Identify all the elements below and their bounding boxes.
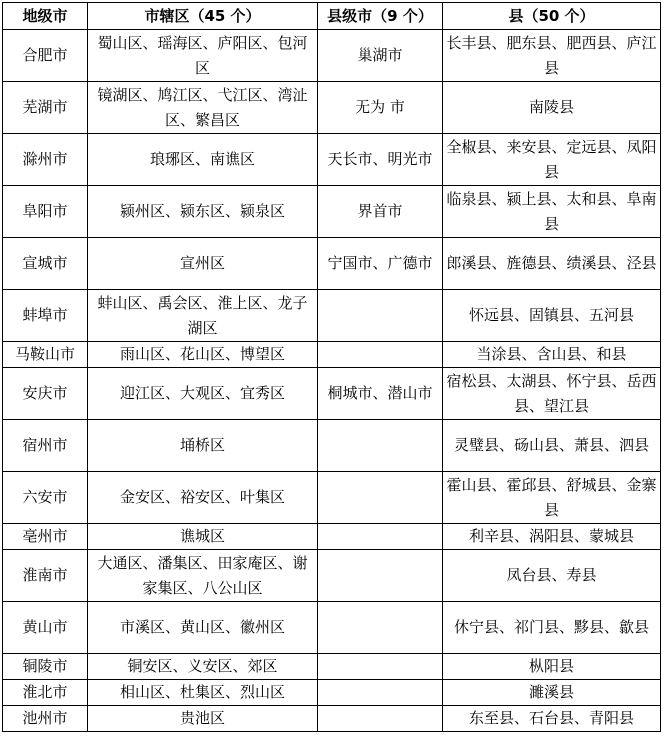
table-row <box>3 342 661 368</box>
counties-cell: 怀远县、固镇县、五河县 <box>443 290 661 342</box>
counties-cell: 东至县、石台县、青阳县 <box>443 706 661 732</box>
county-cities-cell <box>318 680 443 706</box>
county-cities-cell <box>318 420 443 472</box>
counties-cell: 灵璧县、砀山县、萧县、泗县 <box>443 420 661 472</box>
header-counties: 县（50 个） <box>443 3 661 30</box>
counties-cell: 全椒县、来安县、定远县、凤阳县 <box>443 134 661 186</box>
city-cell: 淮北市 <box>3 680 88 706</box>
districts-cell: 市溪区、黄山区、徽州区 <box>88 602 318 654</box>
county-cities-cell: 宁国市、广德市 <box>318 238 443 290</box>
counties-cell: 枞阳县 <box>443 654 661 680</box>
table-header <box>3 3 661 30</box>
county-cities-cell <box>318 290 443 342</box>
county-cities-cell <box>318 602 443 654</box>
table-row <box>3 524 661 550</box>
table-row <box>3 706 661 732</box>
districts-cell: 宣州区 <box>88 238 318 290</box>
city-cell: 亳州市 <box>3 524 88 550</box>
city-cell: 黄山市 <box>3 602 88 654</box>
city-cell: 滁州市 <box>3 134 88 186</box>
city-cell: 六安市 <box>3 472 88 524</box>
counties-cell: 长丰县、肥东县、肥西县、庐江县 <box>443 30 661 82</box>
counties-cell: 休宁县、祁门县、黟县、歙县 <box>443 602 661 654</box>
districts-cell: 埇桥区 <box>88 420 318 472</box>
districts-cell: 贵池区 <box>88 706 318 732</box>
county-cities-cell <box>318 524 443 550</box>
counties-cell: 南陵县 <box>443 82 661 134</box>
table-body <box>3 30 661 732</box>
county-cities-cell: 界首市 <box>318 186 443 238</box>
table-row <box>3 186 661 238</box>
table-row <box>3 420 661 472</box>
county-cities-cell: 无为 市 <box>318 82 443 134</box>
county-cities-cell <box>318 550 443 602</box>
table-row <box>3 290 661 342</box>
districts-cell: 相山区、杜集区、烈山区 <box>88 680 318 706</box>
county-cities-cell: 桐城市、潜山市 <box>318 368 443 420</box>
districts-cell: 蚌山区、禹会区、淮上区、龙子湖区 <box>88 290 318 342</box>
counties-cell: 濉溪县 <box>443 680 661 706</box>
city-cell: 宿州市 <box>3 420 88 472</box>
counties-cell: 宿松县、太湖县、怀宁县、岳西县、望江县 <box>443 368 661 420</box>
table-row <box>3 238 661 290</box>
table-row <box>3 30 661 82</box>
header-row <box>3 3 661 30</box>
counties-cell: 霍山县、霍邱县、舒城县、金寨县 <box>443 472 661 524</box>
city-cell: 淮南市 <box>3 550 88 602</box>
city-cell: 马鞍山市 <box>3 342 88 368</box>
districts-cell: 颍州区、颍东区、颍泉区 <box>88 186 318 238</box>
counties-cell: 郎溪县、旌德县、绩溪县、泾县 <box>443 238 661 290</box>
districts-cell: 琅琊区、南谯区 <box>88 134 318 186</box>
header-prefecture-city: 地级市 <box>3 3 88 30</box>
table-row <box>3 680 661 706</box>
header-county-level-cities: 县级市（9 个） <box>318 3 443 30</box>
counties-cell: 临泉县、颍上县、太和县、阜南县 <box>443 186 661 238</box>
county-cities-cell: 天长市、明光市 <box>318 134 443 186</box>
header-districts: 市辖区（45 个） <box>88 3 318 30</box>
districts-cell: 大通区、潘集区、田家庵区、谢家集区、八公山区 <box>88 550 318 602</box>
table-row <box>3 82 661 134</box>
districts-cell: 金安区、裕安区、叶集区 <box>88 472 318 524</box>
city-cell: 阜阳市 <box>3 186 88 238</box>
city-cell: 铜陵市 <box>3 654 88 680</box>
city-cell: 蚌埠市 <box>3 290 88 342</box>
table-row <box>3 368 661 420</box>
table-row <box>3 550 661 602</box>
table-row <box>3 602 661 654</box>
districts-cell: 谯城区 <box>88 524 318 550</box>
table-row <box>3 472 661 524</box>
county-cities-cell <box>318 706 443 732</box>
districts-cell: 蜀山区、瑶海区、庐阳区、包河区 <box>88 30 318 82</box>
division-table <box>2 2 661 732</box>
county-cities-cell <box>318 654 443 680</box>
districts-cell: 雨山区、花山区、博望区 <box>88 342 318 368</box>
table-row <box>3 134 661 186</box>
city-cell: 合肥市 <box>3 30 88 82</box>
counties-cell: 当涂县、含山县、和县 <box>443 342 661 368</box>
county-cities-cell <box>318 472 443 524</box>
counties-cell: 利辛县、涡阳县、蒙城县 <box>443 524 661 550</box>
city-cell: 宣城市 <box>3 238 88 290</box>
districts-cell: 镜湖区、鸠江区、弋江区、湾沚区、繁昌区 <box>88 82 318 134</box>
table-row <box>3 654 661 680</box>
counties-cell: 凤台县、寿县 <box>443 550 661 602</box>
city-cell: 安庆市 <box>3 368 88 420</box>
districts-cell: 迎江区、大观区、宜秀区 <box>88 368 318 420</box>
county-cities-cell: 巢湖市 <box>318 30 443 82</box>
city-cell: 池州市 <box>3 706 88 732</box>
districts-cell: 铜安区、义安区、郊区 <box>88 654 318 680</box>
city-cell: 芜湖市 <box>3 82 88 134</box>
county-cities-cell <box>318 342 443 368</box>
